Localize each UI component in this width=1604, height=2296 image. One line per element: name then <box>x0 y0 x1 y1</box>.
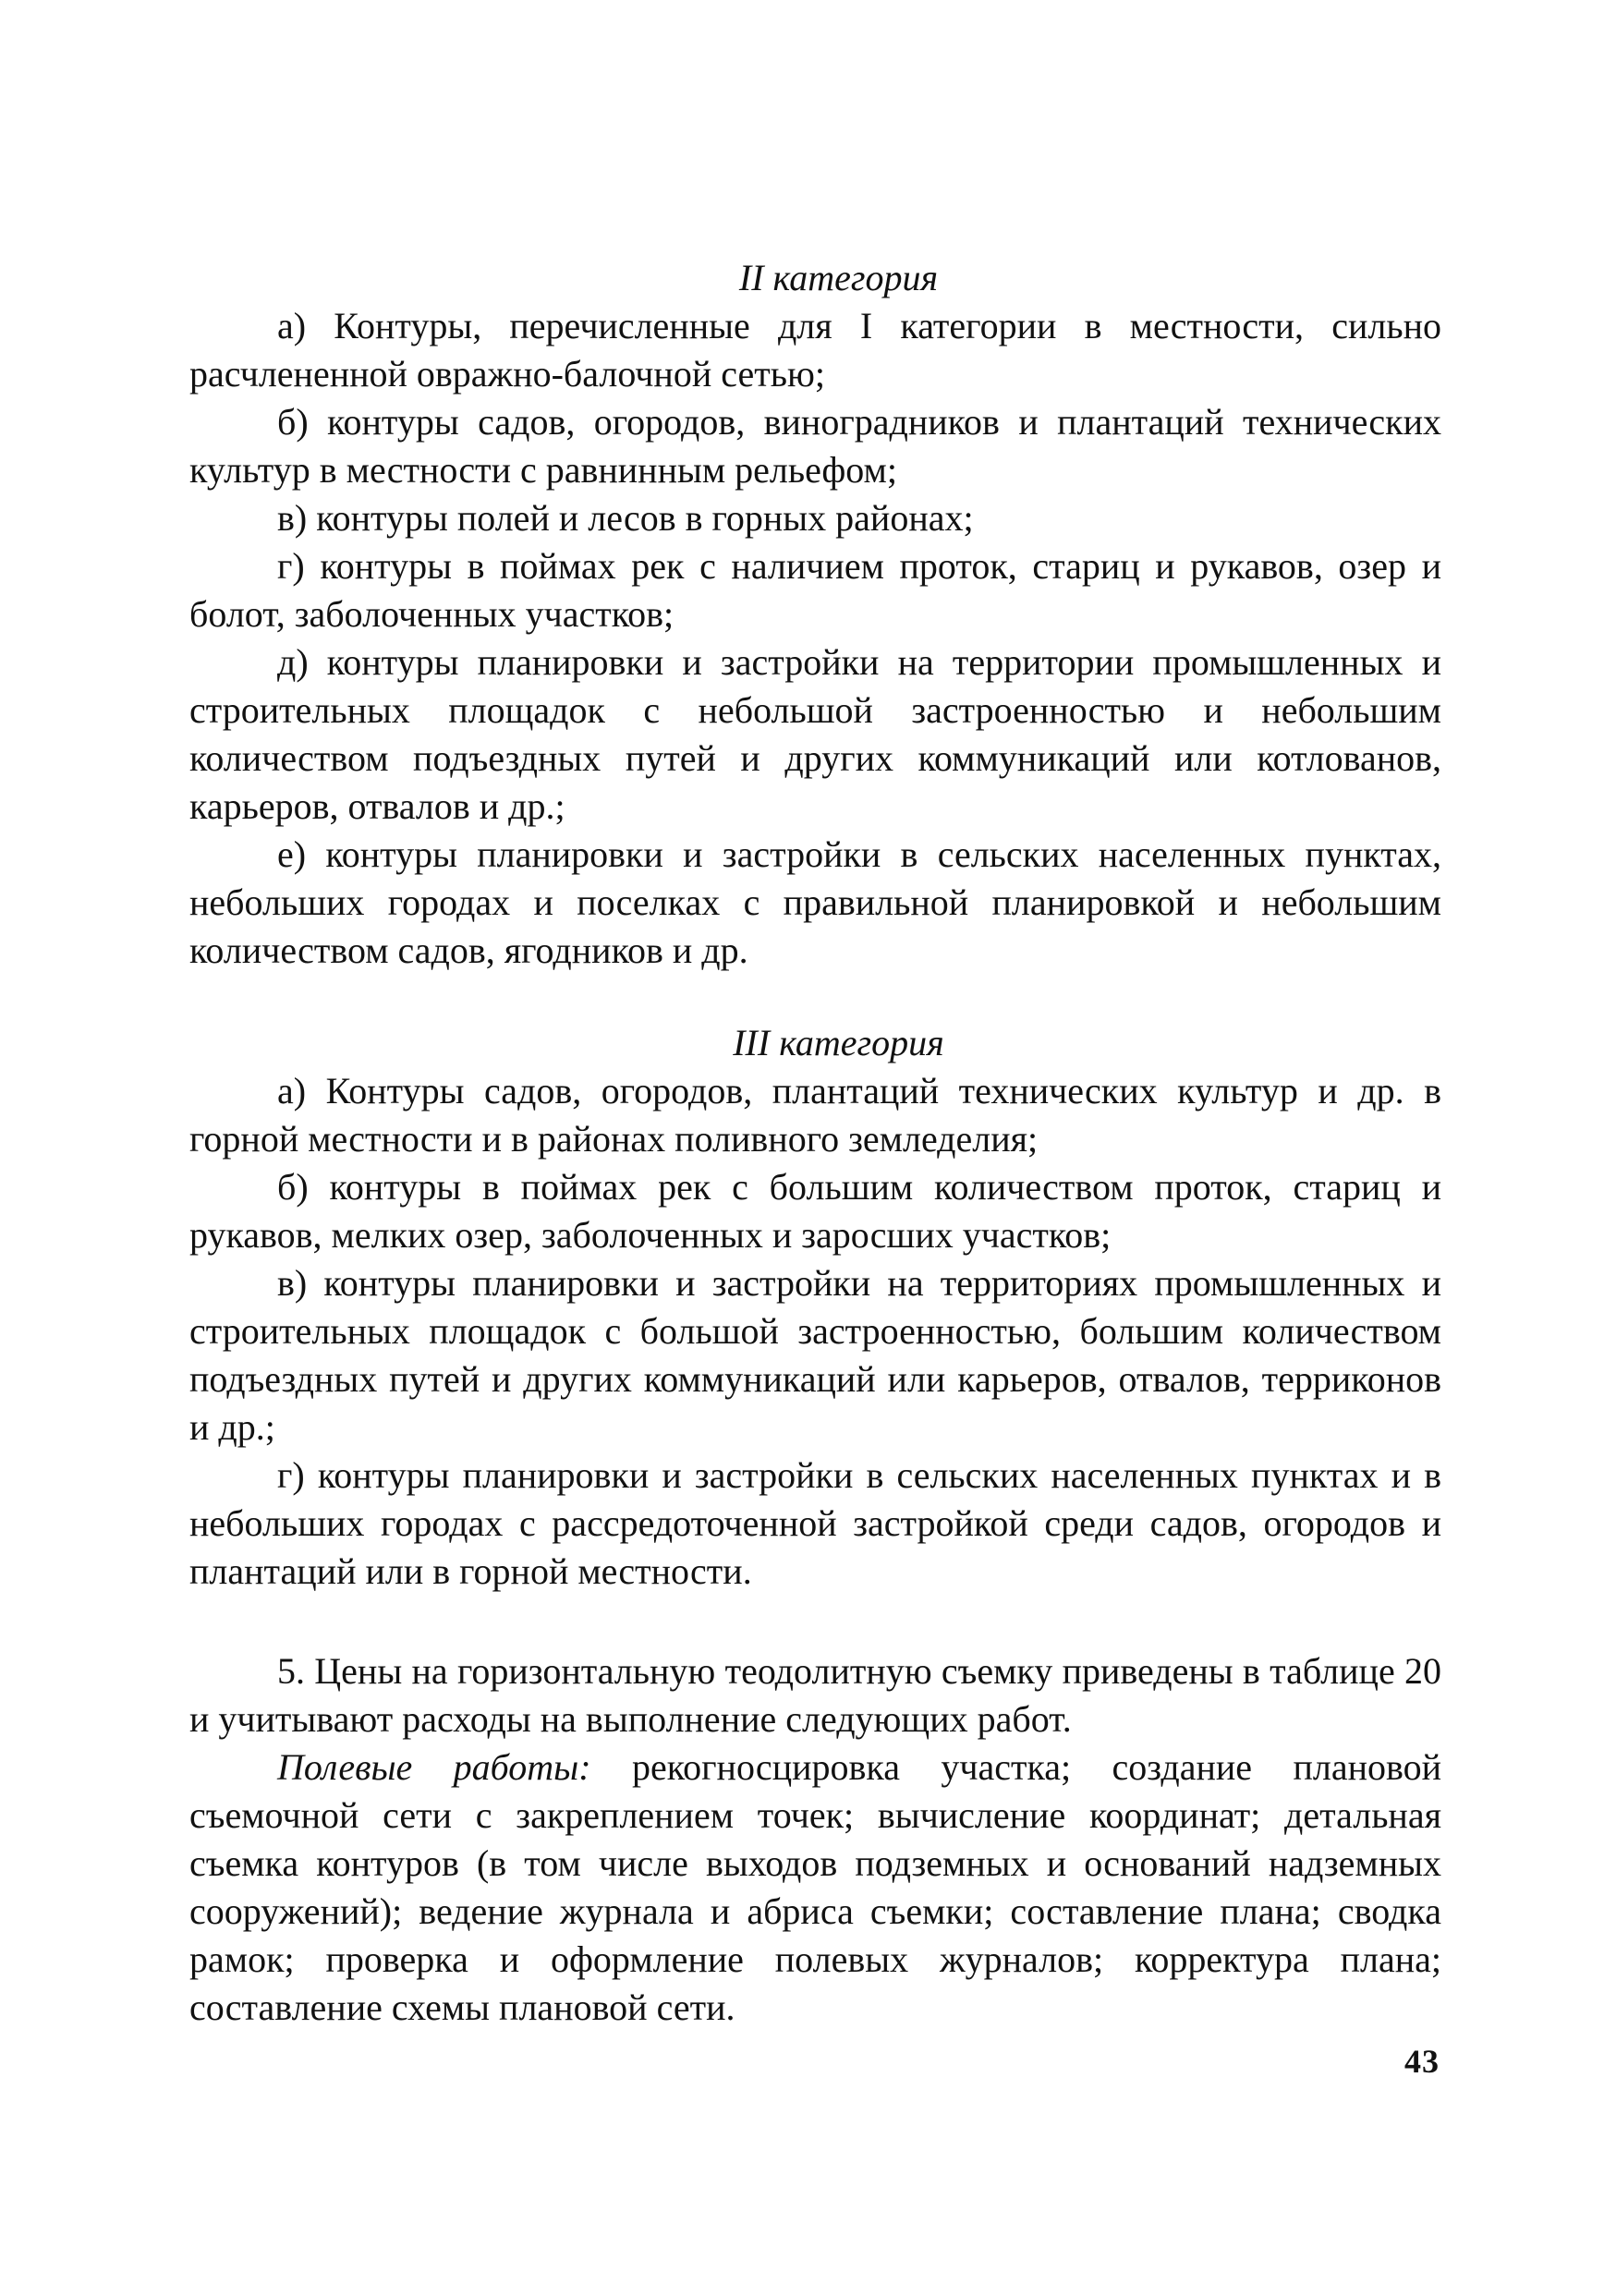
item-5-paragraph: 5. Цены на горизонтальную теодолитную съемку приведены в таблице 20 и учитывают расходы на выполнение следующих работ. <box>189 1650 1441 1740</box>
section-spacer <box>189 975 1441 1019</box>
category-2-item-a: а) Контуры, перечисленные для I категории в местности, сильно расчлененной овражно-балочной сетью; <box>189 305 1441 395</box>
category-3-item-a: а) Контуры садов, огородов, плантаций технических культур и др. в горной местности и в районах поливного земледелия; <box>189 1070 1441 1160</box>
field-work-paragraph <box>189 1743 1441 2032</box>
section-heading-category-2: II категория <box>738 257 939 298</box>
category-3-item-g: г) контуры планировки и застройки в сельских населенных пунктах и в небольших городах с рассредоточенной застройкой среди садов, огородов и плантаций или в горной местности. <box>189 1454 1441 1592</box>
category-2-item-b: б) контуры садов, огородов, виноградников и плантаций технических культур в местности с равнинным рельефом; <box>189 401 1441 491</box>
category-3-item-v: в) контуры планировки и застройки на территориях промышленных и строительных площадок с большой застроенностью, большим количеством подъездных путей и других коммуникаций или карьеров, отвалов, терриконов и др.; <box>189 1262 1441 1448</box>
text-column <box>189 254 1441 2032</box>
section-spacer <box>189 1596 1441 1647</box>
section-heading-category-3: III категория <box>733 1022 944 1063</box>
field-work-label: Полевые работы: <box>277 1746 591 1788</box>
category-2-item-e: е) контуры планировки и застройки в сельских населенных пунктах, небольших городах и поселках с правильной планировкой и небольшим количеством садов, ягодников и др. <box>189 833 1441 971</box>
field-work-text: рекогносцировка участка; создание плановой съемочной сети с закреплением точек; вычисление координат; детальная съемка контуров (в том числе выходов подземных и оснований надземных сооружений); ведение журнала и абриса съемки; составление плана; сводка рамок; проверка и оформление полевых журналов; корректура плана; составление схемы плановой сети. <box>189 1746 1441 2028</box>
category-3-item-b: б) контуры в поймах рек с большим количеством проток, стариц и рукавов, мелких озер, заболоченных и заросших участков; <box>189 1166 1441 1256</box>
category-2-item-d: д) контуры планировки и застройки на территории промышленных и строительных площадок с небольшой застроенностью и небольшим количеством подъездных путей и других коммуникаций или котлованов, карьеров, отвалов и др.; <box>189 641 1441 827</box>
category-2-item-v: в) контуры полей и лесов в горных районах; <box>277 497 974 539</box>
page-number: 43 <box>1404 2043 1440 2080</box>
category-2-item-g: г) контуры в поймах рек с наличием проток, стариц и рукавов, озер и болот, заболоченных участков; <box>189 545 1441 635</box>
